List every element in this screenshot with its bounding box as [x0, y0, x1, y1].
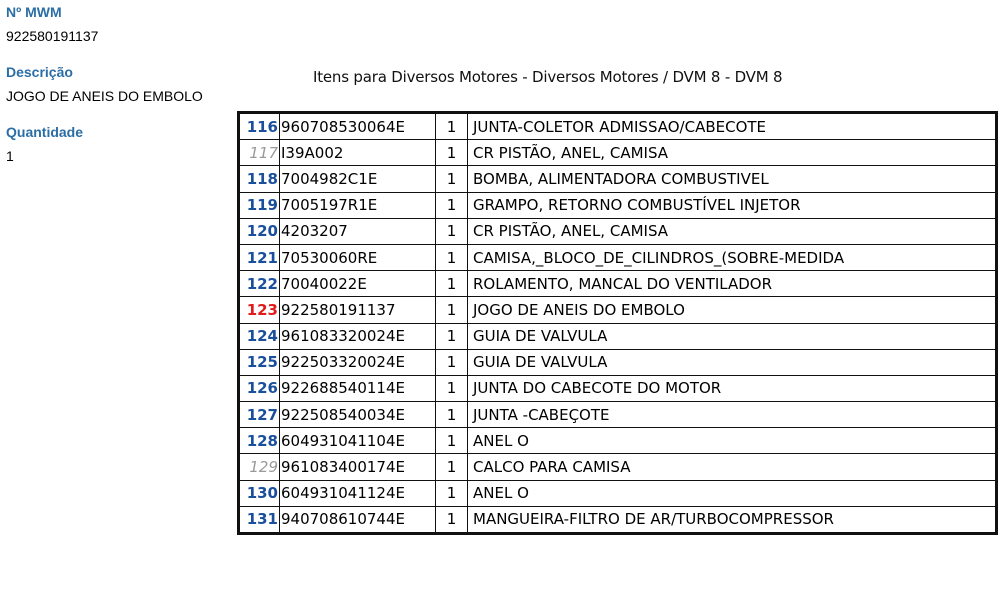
part-quantity: 1 — [436, 244, 468, 270]
row-index-link[interactable]: 124 — [246, 327, 278, 346]
table-row[interactable] — [239, 218, 997, 244]
table-row[interactable] — [239, 349, 997, 375]
row-index-cell — [239, 244, 280, 270]
row-index-link[interactable]: 116 — [246, 117, 278, 136]
part-code: 604931041124E — [280, 480, 436, 506]
part-quantity: 1 — [436, 218, 468, 244]
table-row[interactable] — [239, 480, 997, 506]
part-description: CAMISA,_BLOCO_DE_CILINDROS_(SOBRE-MEDIDA — [468, 244, 997, 270]
part-description: ANEL O — [468, 428, 997, 454]
row-index-cell — [239, 113, 280, 140]
table-row[interactable] — [239, 428, 997, 454]
row-index-link[interactable]: 130 — [246, 484, 278, 503]
part-description: BOMBA, ALIMENTADORA COMBUSTIVEL — [468, 166, 997, 192]
part-code: 922508540034E — [280, 402, 436, 428]
table-row[interactable] — [239, 506, 997, 533]
row-index-link[interactable]: 121 — [246, 248, 278, 267]
table-row[interactable] — [239, 271, 997, 297]
table-row[interactable] — [239, 166, 997, 192]
mwm-label: Nº MWM — [6, 4, 62, 20]
table-row[interactable] — [239, 402, 997, 428]
part-code: 961083320024E — [280, 323, 436, 349]
part-code: 4203207 — [280, 218, 436, 244]
row-index-link[interactable]: 125 — [246, 353, 278, 372]
row-index-cell — [239, 166, 280, 192]
part-description: CR PISTÃO, ANEL, CAMISA — [468, 140, 997, 166]
row-index-cell — [239, 271, 280, 297]
table-row[interactable] — [239, 244, 997, 270]
part-description: ANEL O — [468, 480, 997, 506]
part-description: JUNTA -CABEÇOTE — [468, 402, 997, 428]
table-row[interactable] — [239, 192, 997, 218]
part-code: 960708530064E — [280, 113, 436, 140]
part-code: 7004982C1E — [280, 166, 436, 192]
part-description: JUNTA DO CABECOTE DO MOTOR — [468, 375, 997, 401]
row-index-link[interactable]: 127 — [246, 405, 278, 424]
descricao-value: JOGO DE ANEIS DO EMBOLO — [6, 88, 203, 104]
part-quantity: 1 — [436, 140, 468, 166]
part-quantity: 1 — [436, 271, 468, 297]
part-description: GUIA DE VALVULA — [468, 349, 997, 375]
row-index-link[interactable]: 126 — [246, 379, 278, 398]
part-code: I39A002 — [280, 140, 436, 166]
row-index-cell — [239, 402, 280, 428]
part-quantity: 1 — [436, 428, 468, 454]
row-index-cell — [239, 375, 280, 401]
row-index-link[interactable]: 123 — [246, 300, 278, 319]
part-description: GRAMPO, RETORNO COMBUSTÍVEL INJETOR — [468, 192, 997, 218]
row-index-link[interactable]: 131 — [246, 510, 278, 529]
row-index-cell — [239, 480, 280, 506]
table-row[interactable] — [239, 375, 997, 401]
row-index-cell — [239, 140, 280, 166]
row-index-cell — [239, 218, 280, 244]
part-description: JUNTA-COLETOR ADMISSAO/CABECOTE — [468, 113, 997, 140]
quantidade-label: Quantidade — [6, 124, 84, 140]
part-quantity: 1 — [436, 323, 468, 349]
part-description: ROLAMENTO, MANCAL DO VENTILADOR — [468, 271, 997, 297]
part-quantity: 1 — [436, 375, 468, 401]
document-title: Itens para Diversos Motores - Diversos Motores / DVM 8 - DVM 8 — [313, 68, 783, 86]
part-description: MANGUEIRA-FILTRO DE AR/TURBOCOMPRESSOR — [468, 506, 997, 533]
part-code: 70040022E — [280, 271, 436, 297]
table-row[interactable] — [239, 454, 997, 480]
part-code: 922688540114E — [280, 375, 436, 401]
part-quantity: 1 — [436, 113, 468, 140]
row-index-link: 117 — [249, 143, 278, 162]
part-code: 7005197R1E — [280, 192, 436, 218]
part-quantity: 1 — [436, 349, 468, 375]
part-quantity: 1 — [436, 506, 468, 533]
part-description: CALCO PARA CAMISA — [468, 454, 997, 480]
row-index-cell — [239, 297, 280, 323]
row-index-cell — [239, 506, 280, 533]
row-index-cell — [239, 192, 280, 218]
table-row[interactable] — [239, 323, 997, 349]
row-index-cell — [239, 323, 280, 349]
row-index-cell — [239, 428, 280, 454]
part-quantity: 1 — [436, 297, 468, 323]
part-code: 922580191137 — [280, 297, 436, 323]
part-quantity: 1 — [436, 192, 468, 218]
row-index-link[interactable]: 120 — [246, 222, 278, 241]
part-code: 940708610744E — [280, 506, 436, 533]
mwm-value: 922580191137 — [6, 28, 99, 44]
row-index-link[interactable]: 122 — [246, 274, 278, 293]
part-quantity: 1 — [436, 454, 468, 480]
part-quantity: 1 — [436, 402, 468, 428]
table-row[interactable] — [239, 297, 997, 323]
row-index-cell — [239, 349, 280, 375]
row-index-link[interactable]: 118 — [246, 169, 278, 188]
row-index-link[interactable]: 119 — [246, 196, 278, 215]
part-code: 922503320024E — [280, 349, 436, 375]
part-code: 604931041104E — [280, 428, 436, 454]
part-description: CR PISTÃO, ANEL, CAMISA — [468, 218, 997, 244]
quantidade-value: 1 — [6, 148, 14, 164]
parts-table-body — [239, 113, 997, 534]
row-index-link: 129 — [249, 458, 278, 477]
part-description: JOGO DE ANEIS DO EMBOLO — [468, 297, 997, 323]
table-row[interactable] — [239, 113, 997, 140]
part-description: GUIA DE VALVULA — [468, 323, 997, 349]
row-index-cell — [239, 454, 280, 480]
part-code: 961083400174E — [280, 454, 436, 480]
parts-table — [237, 111, 998, 535]
table-row[interactable] — [239, 140, 997, 166]
part-quantity: 1 — [436, 480, 468, 506]
descricao-label: Descrição — [6, 64, 73, 80]
row-index-link[interactable]: 128 — [246, 431, 278, 450]
part-quantity: 1 — [436, 166, 468, 192]
part-code: 70530060RE — [280, 244, 436, 270]
